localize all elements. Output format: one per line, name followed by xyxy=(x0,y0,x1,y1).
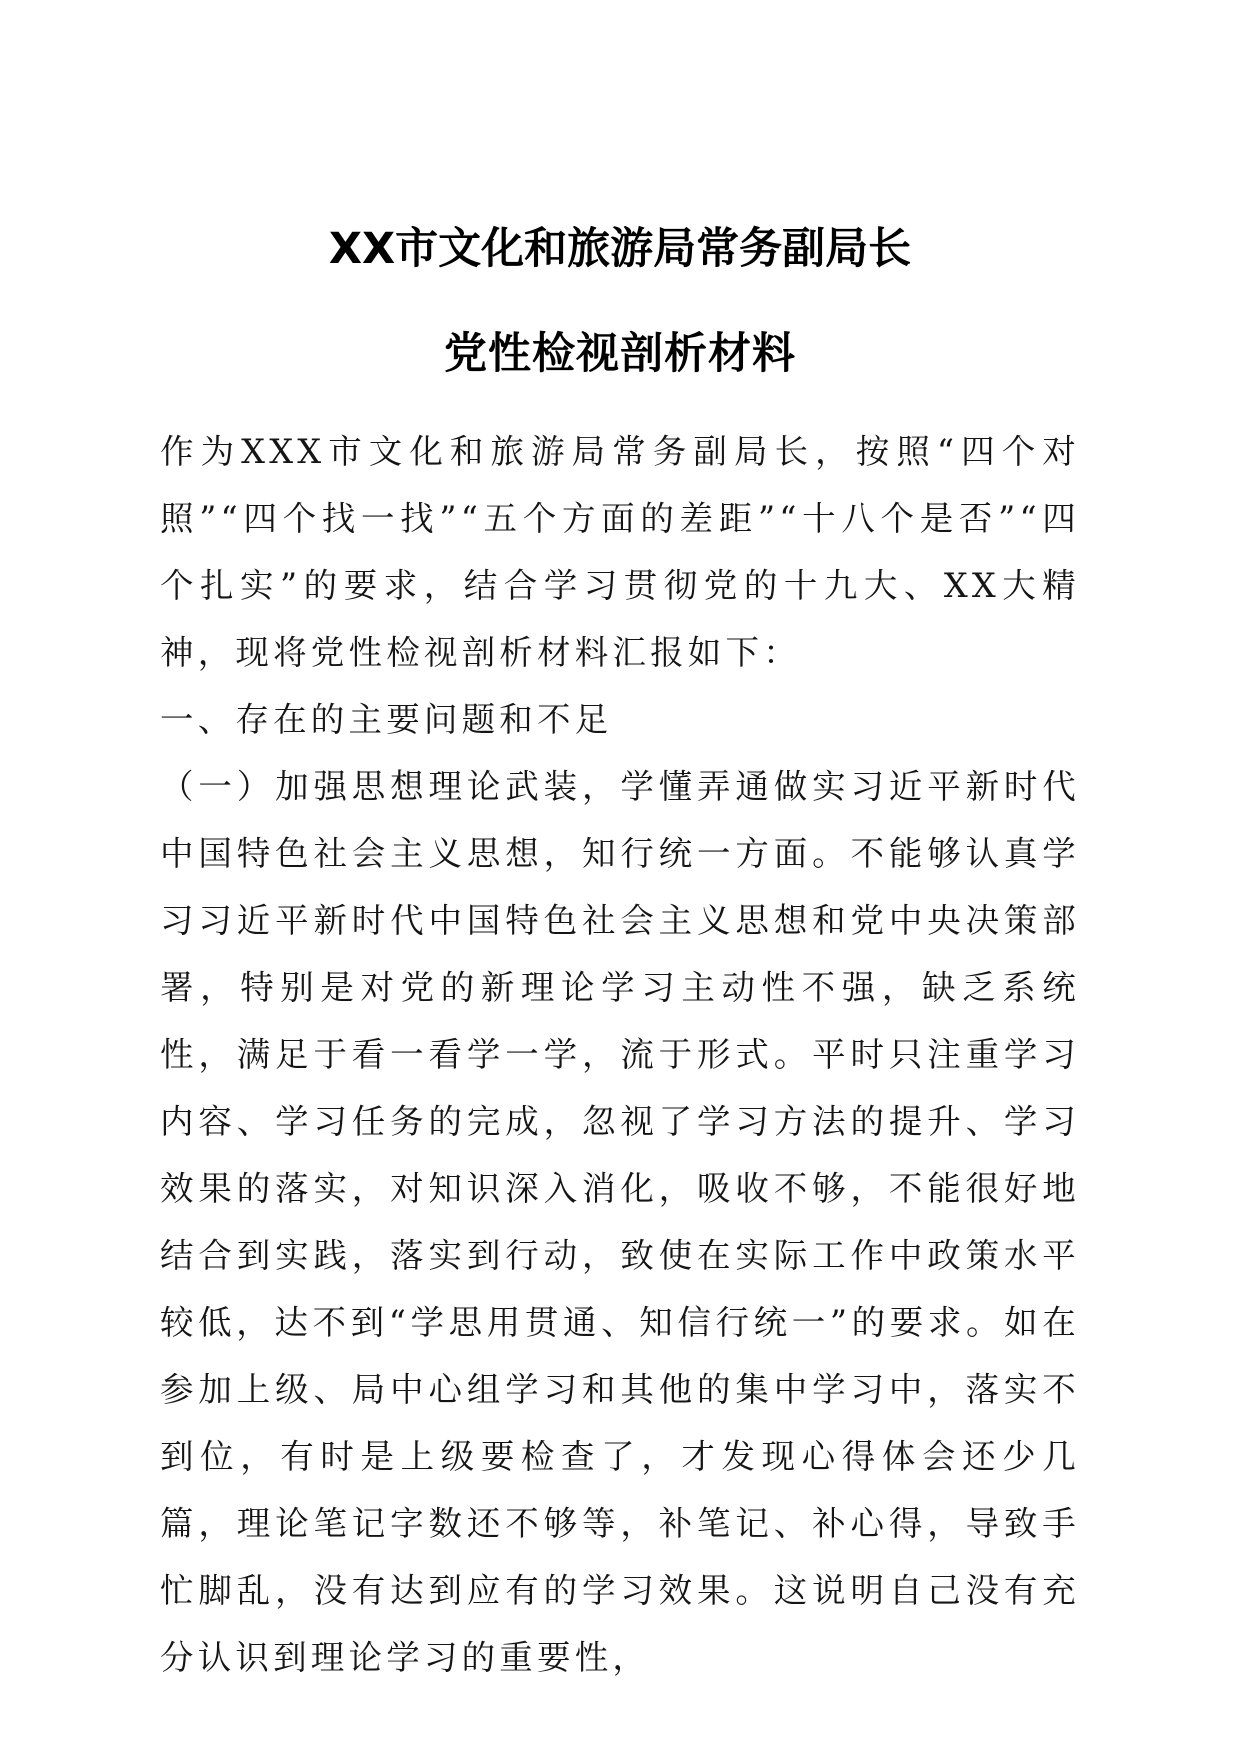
document-body xyxy=(160,418,1080,1691)
document-title-line-1: XX市文化和旅游局常务副局长 xyxy=(328,224,912,274)
section-heading: 一、存在的主要问题和不足 xyxy=(160,700,613,739)
subsection-paragraph: （一）加强思想理论武装，学懂弄通做实习近平新时代中国特色社会主义思想，知行统一方面。不能够认真学习习近平新时代中国特色社会主义思想和党中央决策部署，特别是对党的新理论学习主动性不强，缺乏系统性，满足于看一看学一学，流于形式。平时只注重学习内容、学习任务的完成，忽视了学习方法的提升、学习效果的落实，对知识深入消化，吸收不够，不能很好地结合到实践，落实到行动，致使在实际工作中政策水平较低，达不到“学思用贯通、知信行统一”的要求。如在参加上级、局中心组学习和其他的集中学习中，落实不到位，有时是上级要检查了，才发现心得体会还少几篇，理论笔记字数还不够等，补笔记、补心得，导致手忙脚乱，没有达到应有的学习效果。这说明自己没有充分认识到理论学习的重要性， xyxy=(160,767,1080,1677)
intro-paragraph: 作为XXX市文化和旅游局常务副局长，按照“四个对照”“四个找一找”“五个方面的差距”“十八个是否”“四个扎实”的要求，结合学习贯彻党的十九大、XX大精神，现将党性检视剖析材料汇报如下： xyxy=(160,432,1080,672)
document-title-line-2: 党性检视剖析材料 xyxy=(444,329,796,379)
